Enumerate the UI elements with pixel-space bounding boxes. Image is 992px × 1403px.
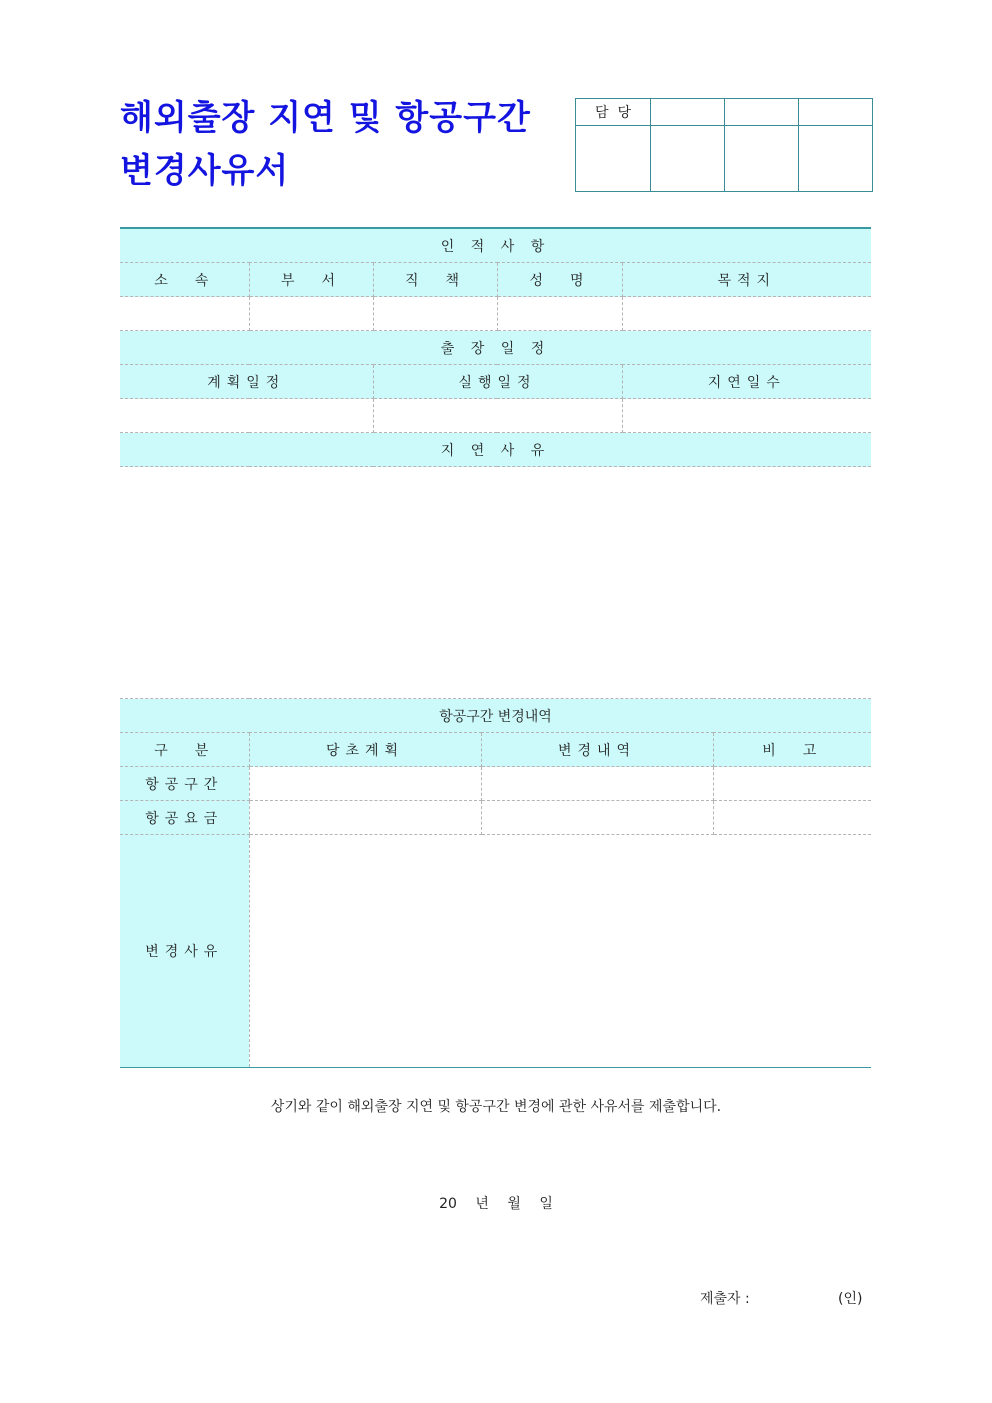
trip-section-header: 출 장 일 정 <box>120 331 871 365</box>
position-field[interactable] <box>373 297 497 331</box>
route-section-header: 항공구간 변경내역 <box>120 699 871 733</box>
header-department: 부 서 <box>249 263 373 297</box>
approval-cell[interactable] <box>651 99 725 126</box>
approval-sign-cell[interactable] <box>725 126 799 192</box>
personal-section-header: 인 적 사 항 <box>120 228 871 263</box>
delay-days-field[interactable] <box>622 399 871 433</box>
destination-field[interactable] <box>622 297 871 331</box>
header-position: 직 책 <box>373 263 497 297</box>
route-original-field[interactable] <box>249 767 481 801</box>
submission-statement: 상기와 같이 해외출장 지연 및 항공구간 변경에 관한 사유서를 제출합니다. <box>270 1099 722 1115</box>
header-planned-schedule: 계획일정 <box>120 365 373 399</box>
planned-schedule-field[interactable] <box>120 399 373 433</box>
approval-sign-cell[interactable] <box>576 126 651 192</box>
fare-original-field[interactable] <box>249 801 481 835</box>
fare-changed-field[interactable] <box>481 801 713 835</box>
route-remarks-field[interactable] <box>713 767 871 801</box>
header-original-plan: 당초계획 <box>249 733 481 767</box>
info-table <box>120 227 871 699</box>
approval-box <box>575 98 873 192</box>
header-name: 성 명 <box>497 263 622 297</box>
delay-reason-header: 지 연 사 유 <box>120 433 871 467</box>
header-remarks: 비 고 <box>713 733 871 767</box>
route-change-table <box>120 698 871 1068</box>
title-line-2: 변경사유서 <box>120 151 290 191</box>
delay-reason-field[interactable] <box>120 467 871 700</box>
header-delay-days: 지연일수 <box>622 365 871 399</box>
submitter-label: 제출자 : <box>700 1291 750 1307</box>
header-change-details: 변경내역 <box>481 733 713 767</box>
route-changed-field[interactable] <box>481 767 713 801</box>
header-affiliation: 소 속 <box>120 263 249 297</box>
approval-sign-cell[interactable] <box>799 126 873 192</box>
approval-sign-cell[interactable] <box>651 126 725 192</box>
actual-schedule-field[interactable] <box>373 399 622 433</box>
department-field[interactable] <box>249 297 373 331</box>
approval-cell[interactable] <box>725 99 799 126</box>
header-actual-schedule: 실행일정 <box>373 365 622 399</box>
approval-label: 담 당 <box>576 99 651 126</box>
row-label-airfare: 항공요금 <box>120 801 249 835</box>
header-category: 구 분 <box>120 733 249 767</box>
change-reason-label: 변경사유 <box>120 835 249 1068</box>
approval-cell[interactable] <box>799 99 873 126</box>
name-field[interactable] <box>497 297 622 331</box>
change-reason-field[interactable] <box>249 835 871 1068</box>
date-line: 20 년 월 일 <box>439 1196 553 1212</box>
affiliation-field[interactable] <box>120 297 249 331</box>
fare-remarks-field[interactable] <box>713 801 871 835</box>
document-title <box>120 92 560 198</box>
header-destination: 목적지 <box>622 263 871 297</box>
seal-mark: (인) <box>838 1291 863 1307</box>
row-label-flight-route: 항공구간 <box>120 767 249 801</box>
title-line-1: 해외출장 지연 및 항공구간 <box>120 98 531 138</box>
